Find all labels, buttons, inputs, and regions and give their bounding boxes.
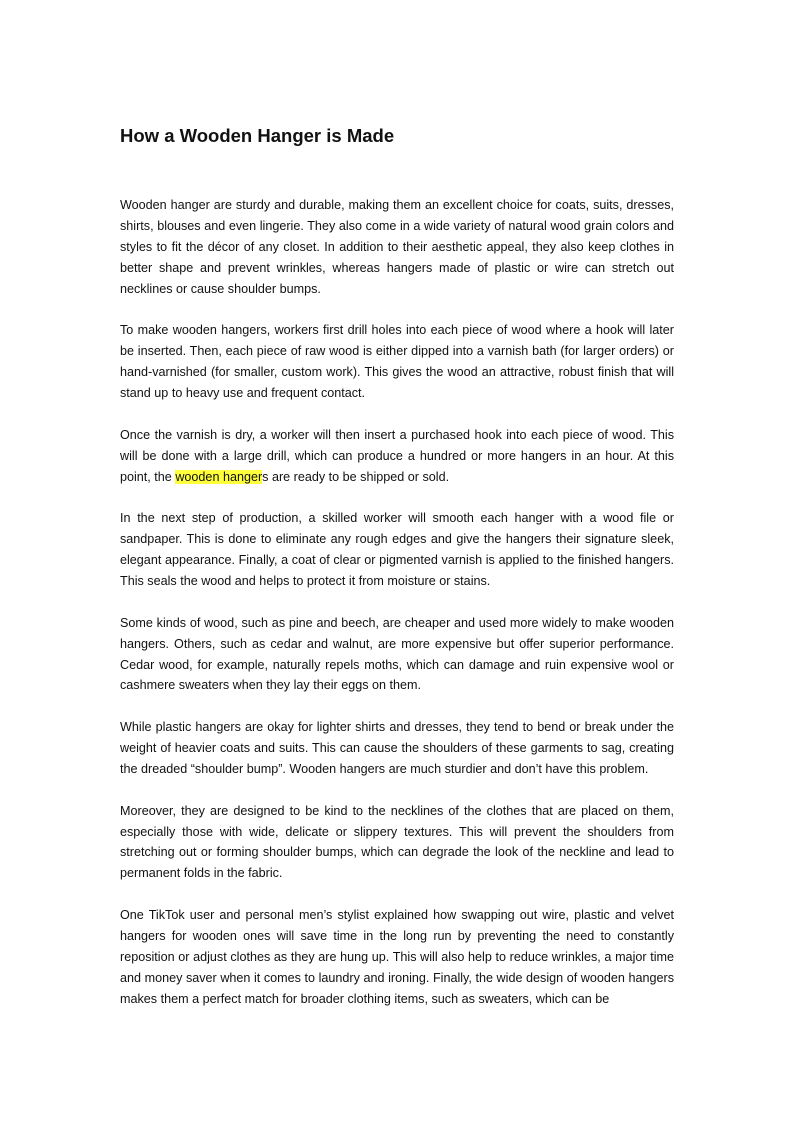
paragraph-3-text-after: s are ready to be shipped or sold. [262, 469, 450, 484]
paragraph-6: While plastic hangers are okay for lighter shirts and dresses, they tend to bend or break under the weight of heavier coats and suits. This can cause the shoulders of these garments to sag, creating the dreaded “shoulder bump”. Wooden hangers are much sturdier and don’t have this problem. [120, 720, 674, 776]
paragraph-3 [120, 425, 674, 488]
paragraph-7: Moreover, they are designed to be kind to the necklines of the clothes that are placed on them, especially those with wide, delicate or slippery textures. This will prevent the shoulders from stretching out or forming shoulder bumps, which can degrade the look of the neckline and lead to permanent folds in the fabric. [120, 803, 674, 881]
paragraph-5: Some kinds of wood, such as pine and beech, are cheaper and used more widely to make wooden hangers. Others, such as cedar and walnut, are more expensive but offer superior performance. Cedar wood, for example, naturally repels moths, which can damage and ruin expensive wool or cashmere sweaters when they lay their eggs on them. [120, 615, 674, 693]
paragraph-4: In the next step of production, a skilled worker will smooth each hanger with a wood file or sandpaper. This is done to eliminate any rough edges and give the hangers their signature sleek, elegant appearance. Finally, a coat of clear or pigmented varnish is applied to the finished hangers. This seals the wood and helps to protect it from moisture or stains. [120, 511, 674, 588]
paragraph-8: One TikTok user and personal men’s stylist explained how swapping out wire, plastic and velvet hangers for wooden ones will save time in the long run by preventing the need to constantly reposition or adjust clothes as they are hung up. This will also help to reduce wrinkles, a major time and money saver when it comes to laundry and ironing. Finally, the wide design of wooden hangers makes them a perfect match for broader clothing items, such as sweaters, which can be [120, 908, 674, 1006]
paragraph-2: To make wooden hangers, workers first drill holes into each piece of wood where a hook will later be inserted. Then, each piece of raw wood is either dipped into a varnish bath (for larger orders) or hand-varnished (for smaller, custom work). This gives the wood an attractive, robust finish that will stand up to heavy use and frequent contact. [120, 323, 674, 401]
document-title: How a Wooden Hanger is Made [120, 125, 395, 146]
highlighted-text: wooden hanger [175, 469, 263, 484]
paragraph-1: Wooden hanger are sturdy and durable, making them an excellent choice for coats, suits, dresses, shirts, blouses and even lingerie. They also come in a wide variety of natural wood grain colors and styles to fit the décor of any closet. In addition to their aesthetic appeal, they also keep clothes in better shape and prevent wrinkles, whereas hangers made of plastic or wire can stretch out necklines or cause shoulder bumps. [120, 198, 674, 296]
document-page [120, 124, 674, 1030]
paragraph-3-text-before: Once the varnish is dry, a worker will then insert a purchased hook into each piece of wood. This will be done with a large drill, which can produce a hundred or more hangers in an hour. At this point, the [120, 427, 674, 484]
